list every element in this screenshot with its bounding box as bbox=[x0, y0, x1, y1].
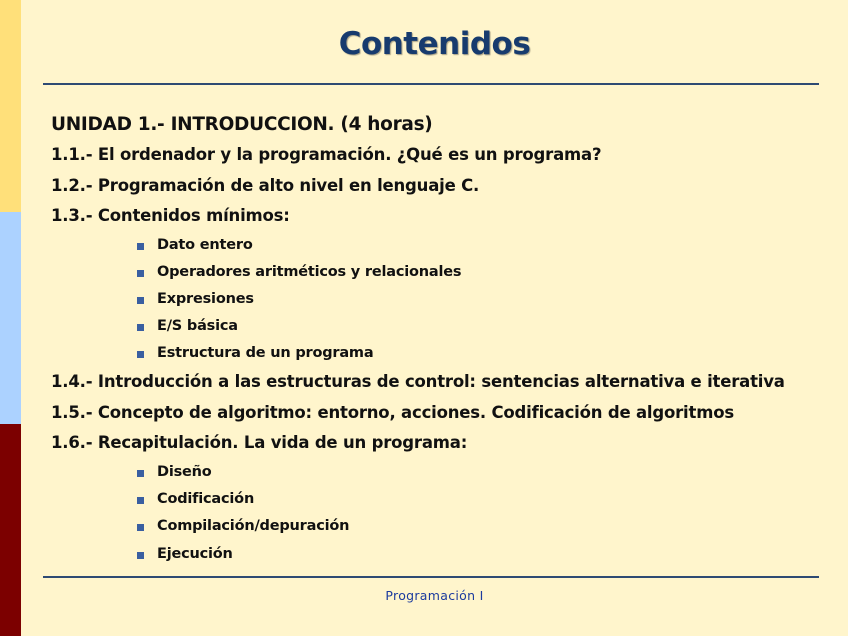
sub-item-ejecucion bbox=[51, 541, 831, 568]
sub-item-expresiones bbox=[51, 286, 831, 313]
item-1-4: 1.4.- Introducción a las estructuras de control: sentencias alternativa e iterativa bbox=[51, 372, 785, 392]
sub-item-label: Codificación bbox=[157, 491, 255, 508]
item-1-1: 1.1.- El ordenador y la programación. ¿Qué es un programa? bbox=[51, 145, 602, 164]
square-bullet-icon bbox=[137, 324, 144, 331]
minimum-contents-list bbox=[51, 232, 831, 368]
footer-divider bbox=[43, 576, 819, 578]
item-1-5: 1.5.- Concepto de algoritmo: entorno, acciones. Codificación de algoritmos bbox=[51, 402, 734, 422]
slide-title: Contenidos bbox=[338, 26, 531, 62]
sub-item-operadores bbox=[51, 259, 831, 286]
item-1-3: 1.3.- Contenidos mínimos: bbox=[51, 206, 290, 225]
side-bar-yellow bbox=[0, 0, 21, 212]
sub-item-dato-entero bbox=[51, 232, 831, 259]
sub-item-label: E/S básica bbox=[157, 318, 238, 335]
sub-item-label: Expresiones bbox=[157, 290, 254, 307]
program-life-list bbox=[51, 459, 831, 568]
sub-item-label: Compilación/depuración bbox=[157, 518, 350, 535]
square-bullet-icon bbox=[137, 297, 144, 304]
side-bar-blue bbox=[0, 212, 21, 424]
square-bullet-icon bbox=[137, 270, 144, 277]
sub-item-label: Operadores aritméticos y relacionales bbox=[157, 263, 462, 280]
item-1-6: 1.6.- Recapitulación. La vida de un programa: bbox=[51, 433, 468, 453]
square-bullet-icon bbox=[137, 243, 144, 250]
sub-item-estructura bbox=[51, 340, 831, 367]
title-divider bbox=[43, 83, 819, 85]
sub-item-compilacion bbox=[51, 513, 831, 540]
sub-item-label: Dato entero bbox=[157, 236, 253, 253]
sub-item-codificacion bbox=[51, 486, 831, 513]
square-bullet-icon bbox=[137, 470, 144, 477]
square-bullet-icon bbox=[137, 351, 144, 358]
sub-item-label: Diseño bbox=[157, 463, 212, 480]
sub-item-label: Estructura de un programa bbox=[157, 345, 374, 362]
square-bullet-icon bbox=[137, 552, 144, 559]
square-bullet-icon bbox=[137, 524, 144, 531]
side-bar-maroon bbox=[0, 424, 21, 636]
sub-item-diseno bbox=[51, 459, 831, 486]
slide-content bbox=[51, 110, 831, 568]
item-1-2: 1.2.- Programación de alto nivel en lenguaje C. bbox=[51, 175, 480, 195]
slide-footer: Programación I bbox=[385, 588, 484, 603]
sub-item-label: Ejecución bbox=[157, 545, 233, 562]
square-bullet-icon bbox=[137, 497, 144, 504]
unit-heading: UNIDAD 1.- INTRODUCCION. (4 horas) bbox=[51, 114, 433, 135]
sub-item-es-basica bbox=[51, 313, 831, 340]
